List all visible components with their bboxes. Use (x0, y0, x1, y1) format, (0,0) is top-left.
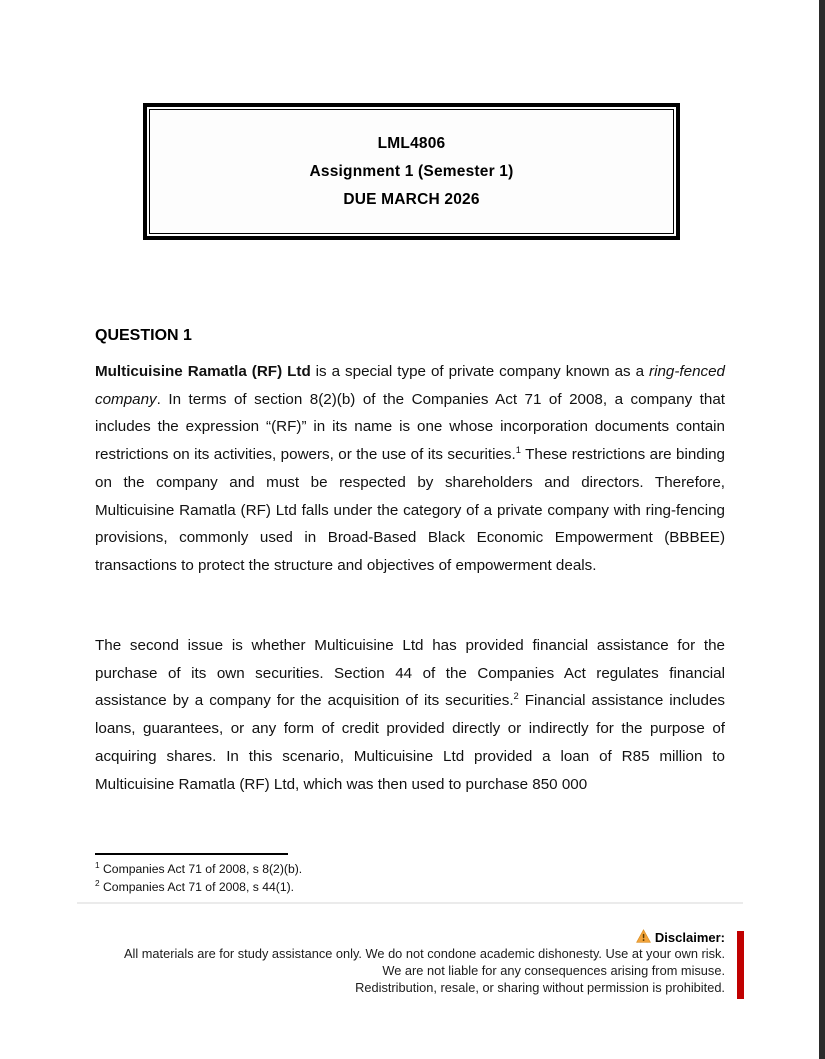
due-date: DUE MARCH 2026 (343, 190, 480, 208)
disclaimer-heading-row (85, 929, 725, 946)
course-code: LML4806 (377, 134, 446, 152)
paragraph-1: Multicuisine Ramatla (RF) Ltd is a special type of private company known as a ring-fenced company. In terms of section 8(2)(b) of the Companies Act 71 of 2008, a company that includes the expression “(RF)” in its name is one whose incorporation documents contain restrictions on its activities, powers, or the use of its securities.$^1$ These restrictions are binding on the company and must be respected by shareholders and directors. Therefore, Multicuisine Ramatla (RF) Ltd falls under the category of a private company with ring-fencing provisions, commonly used in Broad-Based Black Economic Empowerment (BBBEE) transactions to protect the structure and objectives of empowerment deals. (95, 363, 725, 574)
title-box-inner-border (149, 109, 674, 234)
footnote-2 (95, 879, 725, 897)
warning-triangle-icon (636, 929, 651, 943)
disclaimer-line-3: Redistribution, resale, or sharing without permission is prohibited. (355, 979, 725, 995)
paragraph-2: The second issue is whether Multicuisine Ltd has provided financial assistance for the purchase of its own securities. Section 44 of the Companies Act regulates financial assistance by a company for the acquisition of its securities.$^2$ Financial assistance includes loans, guarantees, or any form of credit provided directly or indirectly for the purpose of acquiring shares. In this scenario, Multicuisine Ltd provided a loan of R85 million to Multicuisine Ramatla (RF) Ltd, which was then used to purchase 850 000 (95, 637, 725, 793)
footnotes (95, 861, 725, 896)
disclaimer-heading: Disclaimer: (654, 930, 725, 946)
footnote-separator (95, 853, 288, 855)
question-heading: QUESTION 1 (95, 327, 192, 344)
assignment-title: Assignment 1 (Semester 1) (309, 162, 514, 180)
footnote-1 (95, 861, 725, 879)
disclaimer-line-2: We are not liable for any consequences arising from misuse. (382, 962, 725, 978)
footer-divider (77, 902, 743, 904)
disclaimer-block (85, 929, 725, 997)
footnote-2-marker: 2 (95, 877, 100, 888)
right-edge-strip (819, 0, 825, 1059)
footnote-2-text: Companies Act 71 of 2008, s 44(1). (99, 879, 295, 894)
red-accent-bar (737, 931, 744, 999)
footnote-1-marker: 1 (95, 859, 100, 870)
disclaimer-line-1: All materials are for study assistance only. We do not condone academic dishonesty. Use at your own risk. (123, 946, 725, 962)
footnote-1-text: Companies Act 71 of 2008, s 8(2)(b). (99, 862, 303, 876)
title-box (143, 103, 680, 240)
